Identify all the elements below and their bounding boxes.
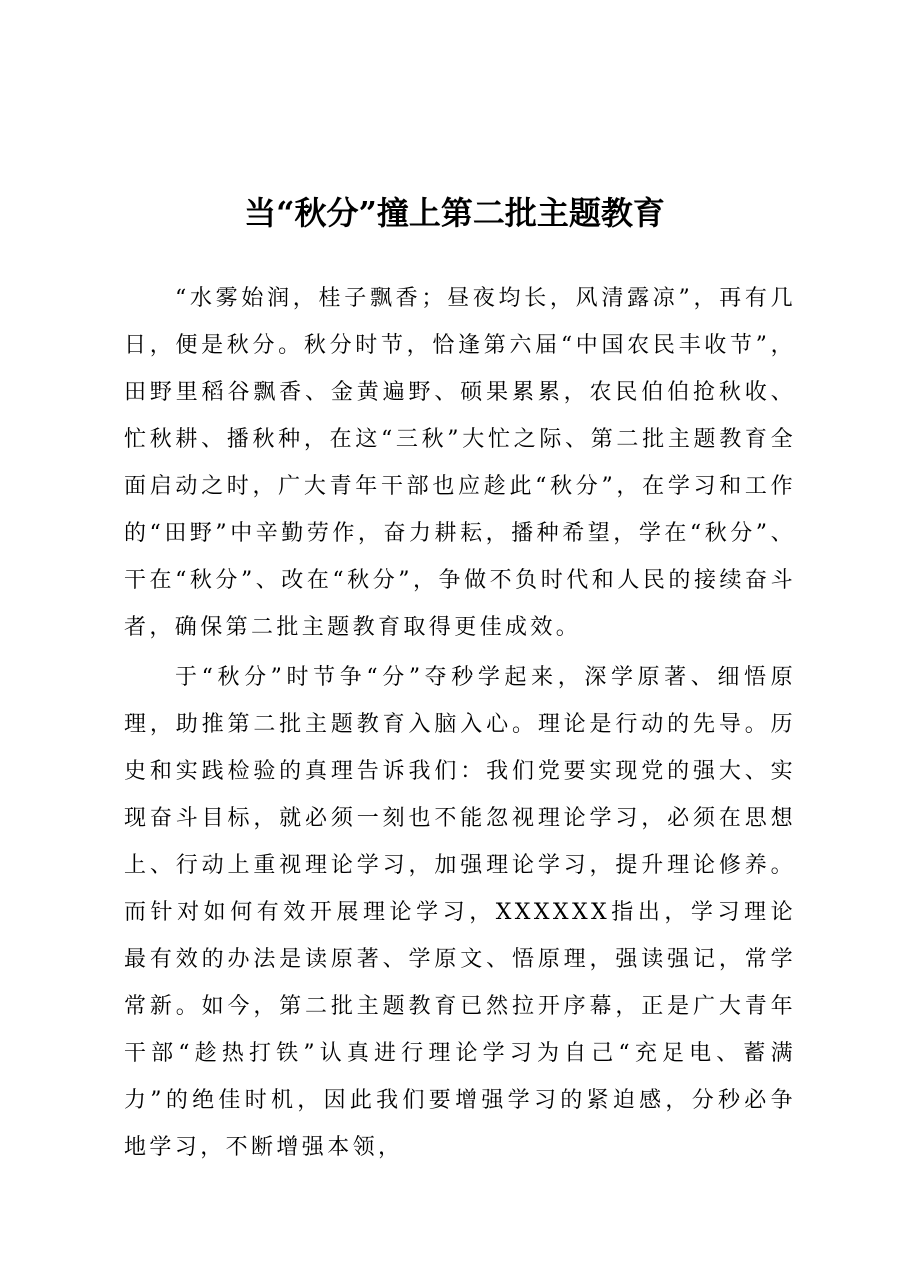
document-title: 当“秋分”撞上第二批主题教育	[244, 194, 665, 232]
paragraph-1: “水雾始润，桂子飘香；昼夜均长，风清露凉”，再有几日，便是秋分。秋分时节，恰逢第六届“中国农民丰收节”，田野里稻谷飘香、金黄遍野、硕果累累，农民伯伯抢秋收、忙秋耕、播秋种，在这“三秋”大忙之际、第二批主题教育全面启动之时，广大青年干部也应趁此“秋分”，在学习和工作的“田野”中辛勤劳作，奋力耕耘，播种希望，学在“秋分”、干在“秋分”、改在“秋分”，争做不负时代和人民的接续奋斗者，确保第二批主题教育取得更佳成效。	[124, 286, 796, 640]
paragraph-2: 于“秋分”时节争“分”夺秒学起来，深学原著、细悟原理，助推第二批主题教育入脑入心。理论是行动的先导。历史和实践检验的真理告诉我们：我们党要实现党的强大、实现奋斗目标，就必须一刻也不能忽视理论学习，必须在思想上、行动上重视理论学习，加强理论学习，提升理论修养。而针对如何有效开展理论学习，XXXXXX指出，学习理论最有效的办法是读原著、学原文、悟原理，强读强记，常学常新。如今，第二批主题教育已然拉开序幕，正是广大青年干部“趁热打铁”认真进行理论学习为自己“充足电、蓄满力”的绝佳时机，因此我们要增强学习的紧迫感，分秒必争地学习，不断增强本领，	[124, 665, 796, 1160]
document-body	[124, 275, 796, 1174]
